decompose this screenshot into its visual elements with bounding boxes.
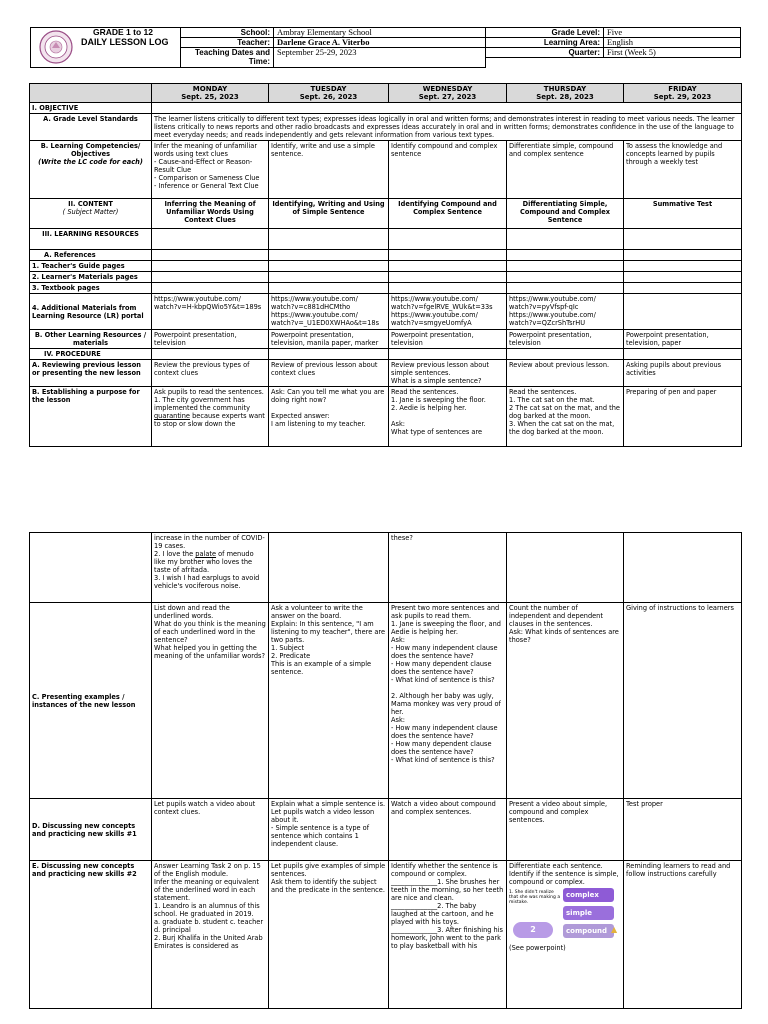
header-title-cell (31, 28, 181, 68)
purpose-friday: Preparing of pen and paper (624, 387, 742, 447)
dates-label: Teaching Dates and Time: (181, 48, 274, 68)
teacher-label: Teacher: (181, 38, 274, 48)
discuss1-monday: Let pupils watch a video about context clues. (152, 799, 269, 861)
lr-link-wednesday[interactable]: https://www.youtube.com/ watch?v=fgelRVE_WUk&t=33s https://www.youtube.com/ watch?v=smgyeUomfyA (389, 294, 507, 330)
competency-tuesday: Identify, write and use a simple sentence. (269, 141, 389, 199)
discuss2-friday: Reminding learners to read and follow instructions carefully (624, 861, 742, 1009)
other-resources-thursday: Powerpoint presentation, television (507, 330, 624, 349)
grade-level-value: Five (604, 28, 741, 38)
examples-label: C. Presenting examples / instances of the new lesson (30, 603, 152, 799)
discuss2-monday: Answer Learning Task 2 on p. 15 of the English module. Infer the meaning or equivalent of the underlined word in each statement. 1. Leandro is an alumnus of this school. He graduated in 2019. a. graduate b. student c. teacher d. principal 2. Burj Khalifa in the United Arab Emirates is considered as (152, 861, 269, 1009)
content-friday: Summative Test (624, 199, 742, 229)
discuss1-wednesday: Watch a video about compound and complex sentences. (389, 799, 507, 861)
discuss2-thursday (507, 861, 624, 1009)
examples-tuesday: Ask a volunteer to write the answer on the board. Explain: In this sentence, "I am listening to my teacher", there are two parts. 1. Subject 2. Predicate This is an example of a simple sentence. (269, 603, 389, 799)
examples-thursday: Count the number of independent and dependent clauses in the sentences. Ask: What kinds of sentences are those? (507, 603, 624, 799)
lr-link-friday (624, 294, 742, 330)
review-label: A. Reviewing previous lesson or presenting the new lesson (30, 360, 152, 387)
quarter-label: Quarter: (486, 48, 604, 58)
purpose-tuesday: Ask: Can you tell me what you are doing right now? Expected answer: I am listening to my teacher. (269, 387, 389, 447)
review-tuesday: Review of previous lesson about context clues (269, 360, 389, 387)
day-header-tuesday: TUESDAY Sept. 26, 2023 (269, 84, 389, 103)
review-friday: Asking pupils about previous activities (624, 360, 742, 387)
review-thursday: Review about previous lesson. (507, 360, 624, 387)
powerpoint-thumbnail (509, 888, 619, 944)
discuss2-wednesday: Identify whether the sentence is compound or complex. ______________1. She brushes her teeth in the morning, so her teeth are nice and clean. ______________2. The baby laughed at the cartoon, and he played with his toys. ______________3. After finishing his homework, John went to the park to play basketball with his (389, 861, 507, 1009)
learning-area-label: Learning Area: (486, 38, 604, 48)
discuss1-thursday: Present a video about simple, compound and complex sentences. (507, 799, 624, 861)
ppt-option-simple: simple (563, 906, 614, 920)
competency-wednesday: Identify compound and complex sentence (389, 141, 507, 199)
procedure-heading: IV. PROCEDURE (30, 349, 152, 360)
lr-link-thursday[interactable]: https://www.youtube.com/ watch?v=pyVfspf-qIc https://www.youtube.com/ watch?v=QZcrShTsrHU (507, 294, 624, 330)
purpose-wednesday-cont: these? (389, 533, 507, 603)
teachers-guide-label: 1. Teacher's Guide pages (30, 261, 152, 272)
deped-seal-icon (39, 30, 73, 64)
purpose-wednesday: Read the sentences. 1. Jane is sweeping the floor. 2. Aedie is helping her. Ask: What type of sentences are (389, 387, 507, 447)
other-resources-friday: Powerpoint presentation, television, paper (624, 330, 742, 349)
content-monday: Inferring the Meaning of Unfamiliar Words Using Context Clues (152, 199, 269, 229)
lesson-table-page1 (29, 83, 741, 447)
standards-label: A. Grade Level Standards (30, 114, 152, 141)
discuss2-tuesday: Let pupils give examples of simple sentences. Ask them to identify the subject and the predicate in the sentence. (269, 861, 389, 1009)
content-thursday: Differentiating Simple, Compound and Complex Sentence (507, 199, 624, 229)
quarter-value: First (Week 5) (604, 48, 741, 58)
discuss2-label: E. Discussing new concepts and practicing new skills #2 (30, 861, 152, 1009)
dates-value: September 25-29, 2023 (274, 48, 486, 68)
learning-area-value: English (604, 38, 741, 48)
grade-label: GRADE 1 to 12 (93, 27, 153, 37)
other-resources-wednesday: Powerpoint presentation, television (389, 330, 507, 349)
discuss1-friday: Test proper (624, 799, 742, 861)
other-resources-tuesday: Powerpoint presentation, television, manila paper, marker (269, 330, 389, 349)
content-wednesday: Identifying Compound and Complex Sentence (389, 199, 507, 229)
competency-thursday: Differentiate simple, compound and complex sentence (507, 141, 624, 199)
competencies-label: B. Learning Competencies/ Objectives (Write the LC code for each) (30, 141, 152, 199)
textbook-label: 3. Textbook pages (30, 283, 152, 294)
grade-level-label: Grade Level: (486, 28, 604, 38)
purpose-thursday: Read the sentences. 1. The cat sat on the mat. 2 The cat sat on the mat, and the dog barked at the moon. 3. When the cat sat on the mat, the dog barked at the moon. (507, 387, 624, 447)
review-wednesday: Review previous lesson about simple sentences. What is a simple sentence? (389, 360, 507, 387)
resources-label: III. LEARNING RESOURCES (30, 229, 152, 250)
purpose-monday-cont: increase in the number of COVID-19 cases. 2. I love the palate of menudo like my brother who loves the taste of afritada. 3. I wish I had earplugs to avoid vehicle's vociferous noise. (152, 533, 269, 603)
discuss1-label: D. Discussing new concepts and practicing new skills #1 (30, 799, 152, 861)
ppt-number: 2 (530, 925, 536, 934)
lr-link-monday[interactable]: https://www.youtube.com/ watch?v=H-kbpQWio5Y&t=189s (152, 294, 269, 330)
standards-text: The learner listens critically to different text types; expresses ideas logically in oral and written forms; and demonstrates interest in reading to meet various needs. The learner listens critically to news reports and other radio broadcasts and expresses ideas accurately in oral and in written forms; demonstrates confidence in the use of the language to meet everyday needs; and reads independently and gets relevant information from various text types. (152, 114, 742, 141)
references-label: A. References (30, 250, 152, 261)
school-label: School: (181, 28, 274, 38)
content-label: II. CONTENT ( Subject Matter) (30, 199, 152, 229)
competency-friday: To assess the knowledge and concepts learned by pupils through a weekly test (624, 141, 742, 199)
school-value: Ambray Elementary School (274, 28, 486, 38)
day-header-thursday: THURSDAY Sept. 28, 2023 (507, 84, 624, 103)
content-tuesday: Identifying, Writing and Using of Simple Sentence (269, 199, 389, 229)
day-header-monday: MONDAY Sept. 25, 2023 (152, 84, 269, 103)
ppt-cursor-icon: ▲ (611, 925, 618, 934)
purpose-label: B. Establishing a purpose for the lesson (30, 387, 152, 447)
examples-wednesday: Present two more sentences and ask pupils to read them. 1. Jane is sweeping the floor, and Aedie is helping her. Ask: - How many independent clause does the sentence have? - How many dependent clause does the sentence have? - What kind of sentence is this? 2. Although her baby was ugly, Mama monkey was very proud of her. Ask: - How many independent clause does the sentence have? - How many dependent clause does the sentence have? - What kind of sentence is this? (389, 603, 507, 799)
purpose-monday: Ask pupils to read the sentences. 1. The city government has implemented the community quarantine because experts want to stop or slow down the (152, 387, 269, 447)
discuss2-thursday-text: Differentiate each sentence. Identify if the sentence is simple, compound or complex. (509, 862, 619, 886)
header-block (30, 27, 740, 73)
competency-monday: Infer the meaning of unfamiliar words using text clues - Cause-and-Effect or Reason-Result Clue - Comparison or Sameness Clue - Inference or General Text Clue (152, 141, 269, 199)
ppt-option-complex: complex (563, 888, 614, 902)
other-resources-monday: Powerpoint presentation, television (152, 330, 269, 349)
teacher-value: Darlene Grace A. Viterbo (274, 38, 486, 48)
examples-monday: List down and read the underlined words. What do you think is the meaning of each underlined word in the sentence? What helped you in getting the meaning of the unfamiliar words? (152, 603, 269, 799)
ppt-option-compound: compound (563, 924, 614, 938)
day-header-wednesday: WEDNESDAY Sept. 27, 2023 (389, 84, 507, 103)
review-monday: Review the previous types of context clues (152, 360, 269, 387)
learners-materials-label: 2. Learner's Materials pages (30, 272, 152, 283)
lr-portal-label: 4. Additional Materials from Learning Resource (LR) portal (30, 294, 152, 330)
discuss1-tuesday: Explain what a simple sentence is. Let pupils watch a video lesson about it. - Simple sentence is a type of sentence which contains 1 independent clause. (269, 799, 389, 861)
lesson-table-page2 (29, 532, 741, 1009)
ppt-caption: 1. She didn't realize that she was making a mistake. (509, 890, 561, 905)
objective-heading: I. OBJECTIVE (30, 103, 152, 114)
other-resources-label: B. Other Learning Resources / materials (30, 330, 152, 349)
ppt-note: (See powerpoint) (509, 944, 566, 952)
day-header-friday: FRIDAY Sept. 29, 2023 (624, 84, 742, 103)
examples-friday: Giving of instructions to learners (624, 603, 742, 799)
lr-link-tuesday[interactable]: https://www.youtube.com/ watch?v=c881dHCMtho https://www.youtube.com/ watch?v=_U1ED0XWHAo&t=18s (269, 294, 389, 330)
log-title: DAILY LESSON LOG (81, 37, 169, 47)
